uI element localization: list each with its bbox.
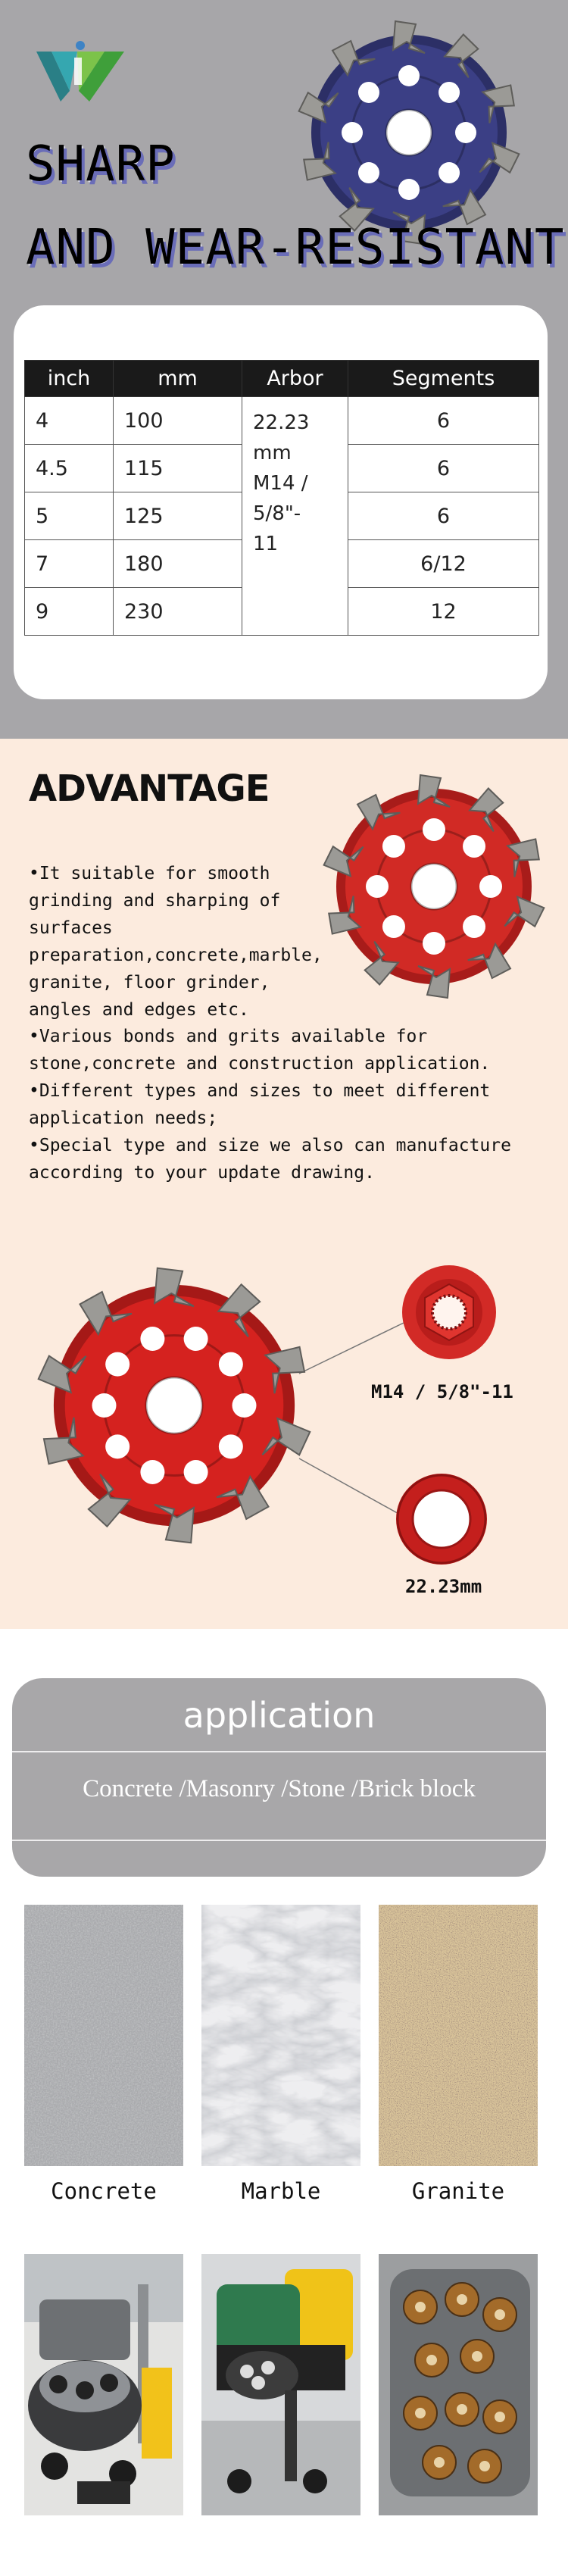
- cell-inch: 7: [25, 540, 114, 588]
- advantage-line: granite, floor grinder,: [29, 973, 270, 993]
- col-header-arbor: Arbor: [242, 361, 348, 397]
- red-cup-wheel-image: [317, 769, 551, 1004]
- cell-segments: 6/12: [348, 540, 539, 588]
- cell-inch: 4.5: [25, 445, 114, 492]
- application-title: application: [183, 1695, 376, 1736]
- advantage-title: ADVANTAGE: [29, 767, 270, 810]
- grinding-head-photo: [379, 2254, 538, 2515]
- cell-segments: 6: [348, 397, 539, 445]
- advantage-line: according to your update drawing.: [29, 1163, 375, 1183]
- arbor-line: 5/8"-: [253, 502, 301, 525]
- table-row: [25, 397, 539, 445]
- application-subtitle: Concrete /Masonry /Stone /Brick block: [83, 1775, 476, 1802]
- cell-inch: 4: [25, 397, 114, 445]
- cell-mm: 180: [114, 540, 242, 588]
- cell-mm: 115: [114, 445, 242, 492]
- cell-mm: 125: [114, 492, 242, 540]
- arbor-line: 22.23: [253, 411, 310, 434]
- floor-grinder-photo-1: [24, 2254, 183, 2515]
- cell-mm: 230: [114, 588, 242, 636]
- header-section: [0, 0, 568, 739]
- diamond-logo-icon: [30, 38, 129, 106]
- bore-ring-icon: [392, 1470, 491, 1568]
- advantage-line: stone,concrete and construction application.: [29, 1054, 491, 1074]
- cell-inch: 5: [25, 492, 114, 540]
- nut-label-threaded: M14 / 5/8"-11: [371, 1381, 513, 1402]
- arbor-line: M14 /: [253, 472, 308, 495]
- spec-table-header-row: [25, 361, 539, 397]
- application-card: [12, 1678, 546, 1877]
- material-label-marble: Marble: [241, 2178, 321, 2204]
- advantage-line: angles and edges etc.: [29, 1000, 249, 1020]
- advantage-text-bottom: [29, 1023, 559, 1186]
- cell-segments: 6: [348, 445, 539, 492]
- advantage-section: [0, 739, 568, 1629]
- advantage-line: application needs;: [29, 1108, 218, 1128]
- arbor-line: 11: [253, 533, 279, 555]
- advantage-line: surfaces: [29, 918, 113, 938]
- material-label-concrete: Concrete: [51, 2178, 157, 2204]
- cell-segments: 12: [348, 588, 539, 636]
- advantage-line: •Special type and size we also can manufacture: [29, 1136, 511, 1155]
- advantage-text-top: [29, 860, 332, 1024]
- granite-texture-image: [379, 1905, 538, 2166]
- marble-texture-image: [201, 1905, 360, 2166]
- advantage-line: •It suitable for smooth: [29, 864, 270, 883]
- threaded-nut-icon: [400, 1263, 498, 1361]
- cell-segments: 6: [348, 492, 539, 540]
- col-header-segments: Segments: [348, 361, 539, 397]
- nut-label-bore: 22.23mm: [405, 1576, 482, 1597]
- spec-table: [24, 360, 539, 636]
- advantage-line: •Different types and sizes to meet different: [29, 1081, 491, 1101]
- spec-card: [14, 305, 548, 699]
- col-header-inch: inch: [25, 361, 114, 397]
- cell-inch: 9: [25, 588, 114, 636]
- divider: [12, 1840, 546, 1841]
- floor-grinder-photo-2: [201, 2254, 360, 2515]
- blue-cup-wheel-image: [292, 15, 526, 250]
- advantage-line: preparation,concrete,marble,: [29, 946, 323, 965]
- hero-title-line2: AND WEAR-RESISTANT: [26, 220, 565, 276]
- concrete-texture-image: [24, 1905, 183, 2166]
- advantage-line: grinding and sharping of: [29, 891, 281, 911]
- advantage-line: •Various bonds and grits available for: [29, 1027, 428, 1046]
- cell-mm: 100: [114, 397, 242, 445]
- red-cup-wheel-large-image: [30, 1261, 318, 1549]
- material-label-granite: Granite: [411, 2178, 505, 2204]
- arbor-line: mm: [253, 442, 292, 464]
- cell-arbor: [242, 397, 348, 636]
- col-header-mm: mm: [114, 361, 242, 397]
- hero-title-line1: SHARP: [26, 136, 176, 192]
- divider: [12, 1751, 546, 1752]
